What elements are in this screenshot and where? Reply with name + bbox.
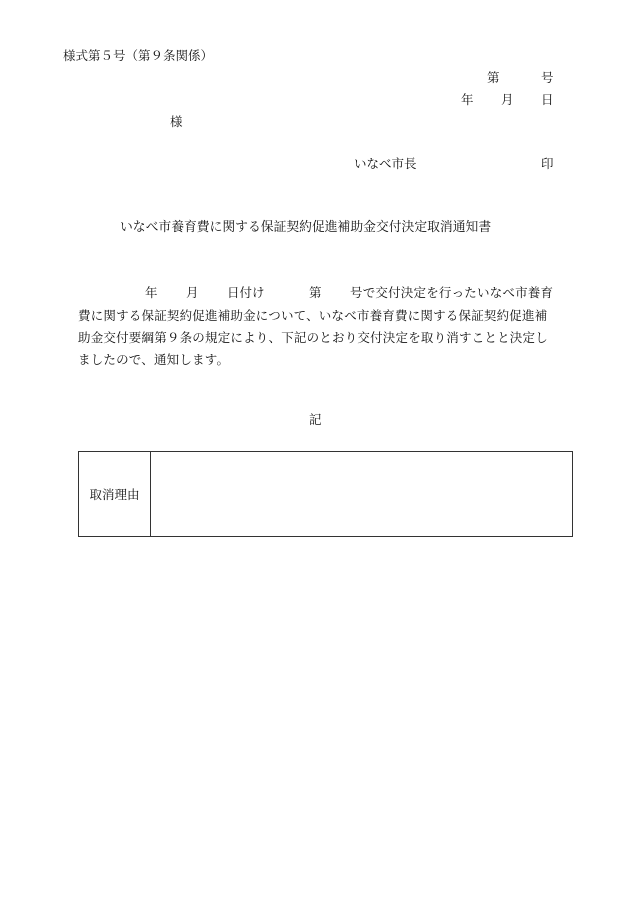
addressee-honorific: 様 [170, 114, 183, 129]
form-number: 様式第５号（第９条関係） [63, 48, 214, 63]
date-year: 年 [461, 92, 474, 107]
seal-mark: 印 [541, 156, 554, 171]
document-title: いなべ市養育費に関する保証契約促進補助金交付決定取消通知書 [120, 220, 492, 235]
body-date-month: 月 [186, 285, 199, 300]
date-day: 日 [541, 92, 554, 107]
document-number-prefix: 第 [487, 70, 500, 85]
body-number-prefix: 第 [309, 285, 322, 300]
reason-label: 取消理由 [79, 452, 151, 537]
body-date-year: 年 [145, 285, 158, 300]
reason-value [151, 452, 573, 537]
body-line-3: 助金交付要綱第９条の規定により、下記のとおり交付決定を取り消すことと決定し [78, 330, 548, 345]
ki-heading: 記 [309, 412, 322, 427]
document-number-suffix: 号 [541, 70, 554, 85]
reason-table [78, 451, 573, 537]
issuer-name: いなべ市長 [354, 156, 417, 171]
body-line-2: 費に関する保証契約促進補助金について、いなべ市養育費に関する保証契約促進補 [78, 308, 548, 323]
date-month: 月 [501, 92, 514, 107]
reason-row [79, 452, 573, 537]
body-date-dated: 日付け [227, 285, 265, 300]
body-line-1-rest: 号で交付決定を行ったいなべ市養育 [350, 285, 554, 300]
body-line-4: ましたので、通知します。 [78, 352, 230, 367]
